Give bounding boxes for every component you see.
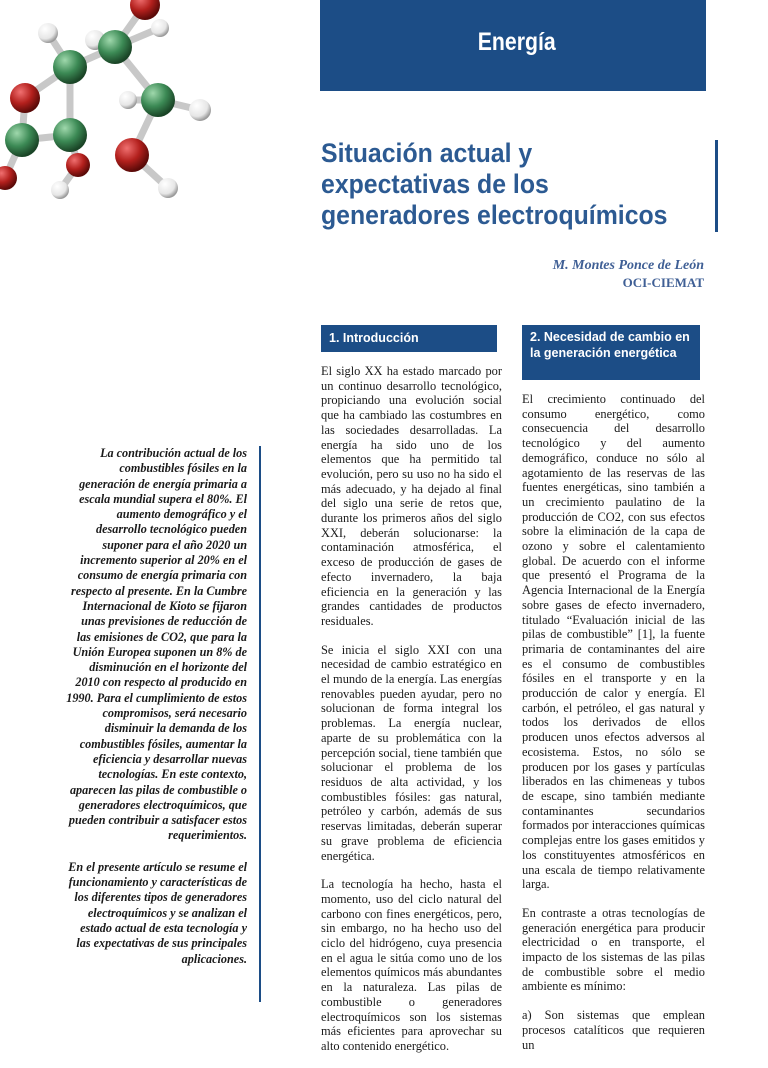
column-1 — [321, 364, 502, 1068]
body-paragraph: El siglo XX ha estado marcado por un continuo desarrollo tecnológico, propiciando una evolución social que ha cambiado las costumbres en las sociedades desarrolladas. La energía ha sido uno de los elementos que ha permitido tal evolución, pero su uso no ha sido el más adecuado, y ha dejado al final del siglo una serie de retos que, durante los primeros años del siglo XXI, deberán solucionarse: la contaminación atmosférica, el exceso de producción de gases de efecto invernadero, la baja eficiencia en la generación y las grandes cantidades de productos residuales. — [321, 364, 502, 628]
column-2 — [522, 392, 705, 1066]
body-paragraph: Se inicia el siglo XXI con una necesidad de cambio estratégico en el mundo de la energía. Las energías renovables pueden ayudar, pero no solucionan de forma integral los problemas. La energía nuclear, aparte de su problemática con la percepción social, tiene también que solucionar el problema de los residuos de alta actividad, y los combustibles fósiles: gas natural, petróleo y carbón, además de sus reservas limitadas, deberán superar su grave problema de eficiencia energética. — [321, 642, 502, 863]
body-paragraph: a) Son sistemas que emplean procesos catalíticos que requieren un — [522, 1008, 705, 1052]
molecule-illustration — [0, 0, 215, 215]
abstract-paragraph: La contribución actual de los combustibles fósiles en la generación de energía primaria a escala mundial supera el 80%. El aumento demográfico y el desarrollo tecnológico pueden suponer para el año 2020 un incremento superior al 20% en el consumo de energía primaria con respecto al presente. En la Cumbre Internacional de Kioto se fijaron unas previsiones de reducción de las emisiones de CO2, que para la Unión Europea suponen un 8% de disminución en el horizonte del 2010 con respecto al producido en 1990. Para el cumplimiento de estos compromisos, será necesario disminuir la demanda de los combustibles fósiles, aumentar la eficiencia y desarrollar nuevas tecnologías. En este contexto, aparecen las pilas de combustible o generadores electroquímicos, que pueden contribuir a satisfacer estos requerimientos. — [66, 446, 247, 843]
body-paragraph: En contraste a otras tecnologías de generación energética para producir electricidad o en transporte, el impacto de los sistemas de las pilas de combustible sobre el medio ambiente es mínimo: — [522, 905, 705, 994]
author-name: M. Montes Ponce de León — [552, 258, 704, 273]
body-paragraph: La tecnología ha hecho, hasta el momento, uso del ciclo natural del carbono con fines energéticos, pero, sin embargo, no ha hecho uso del ciclo del hidrógeno, cuya presencia en el agua le sitúa como uno de los elementos químicos más abundantes en la naturaleza. Las pilas de combustible o generadores electroquímicos son los sistemas más eficientes para aprovechar su alto contenido energético. — [321, 877, 502, 1053]
title-rule — [715, 140, 718, 232]
body-paragraph: El crecimiento continuado del consumo energético, como consecuencia del desarrollo tecnológico y del aumento demográfico, conduce no sólo al agotamiento de las reservas de las fuentes energéticas, sino también a un crecimiento paulatino de la producción de CO2, con sus efectos sobre la eliminación de la capa de ozono y sobre el calentamiento global. De acuerdo con el informe que presentó el Programa de la Agencia Internacional de la Energía sobre gases de efecto invernadero, titulado “Evaluación inicial de las pilas de combustible” [1], la fuente primaria de contaminantes del aire es el consumo de combustibles fósiles en el transporte y en la producción de calor y energía. El carbón, el petróleo, el gas natural y todos los derivados de ellos producen unos efectos adversos al ecosistema. Estos, no sólo se producen por los gases y partículas liberados en las chimeneas y tubos de escape, sino también mediante contaminantes secundarios formados por interacciones químicas complejas entre los gases emitidos y los constituyentes atmosféricos en una escala de tiempo relativamente larga. — [522, 392, 705, 892]
article-title: Situación actual y expectativas de los generadores electroquímicos — [321, 138, 668, 230]
abstract-paragraph: En el presente artículo se resume el funcionamiento y características de los diferentes tipos de generadores electroquímicos y se analizan el estado actual de esta tecnología y las expectativas de sus principales aplicaciones. — [68, 859, 247, 966]
section-heading-necesidad-de-cambio: 2. Necesidad de cambio en la generación energética — [522, 325, 700, 380]
abstract-rule — [259, 446, 261, 1002]
author-affiliation: OCI-CIEMAT — [622, 275, 704, 290]
section-label: Energía — [478, 28, 556, 56]
section-banner — [320, 0, 706, 91]
section-heading-introduccion: 1. Introducción — [321, 325, 497, 352]
abstract — [64, 446, 247, 983]
